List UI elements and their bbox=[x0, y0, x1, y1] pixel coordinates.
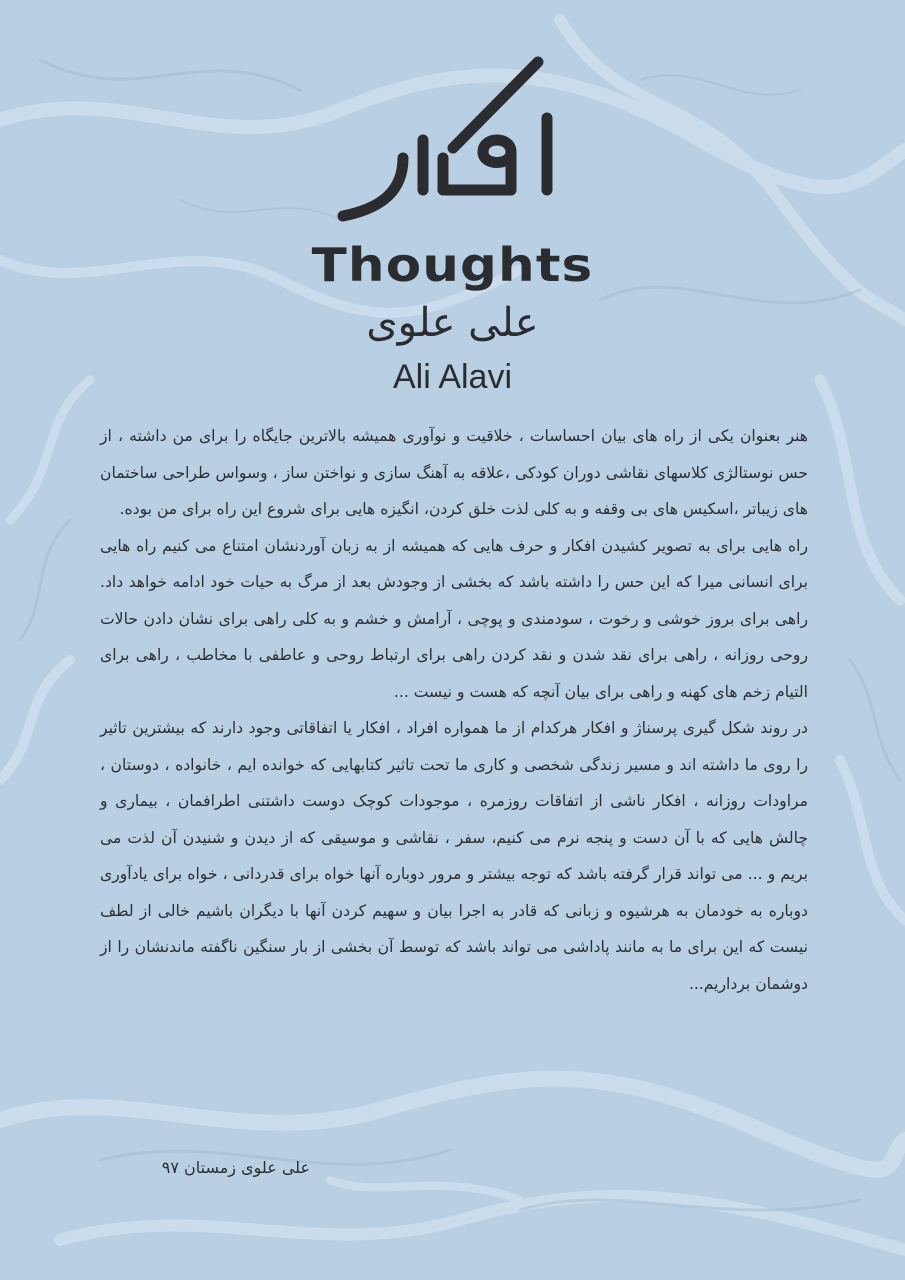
paragraph-1: هنر بعنوان یکی از راه های بیان احساسات ، خلاقیت و نوآوری همیشه بالاترین جایگاه را برای من داشته ، از حس نوستالژی کلاسهای نقاشی دوران کودکی ،علاقه به آهنگ سازی و نواختن ساز ، وسواس طراحی ساختمان های زیباتر ،اسکیس های بی وقفه و به کلی لذت خلق کردن، انگیزه هایی برای شروع این راه برای من بوده. bbox=[100, 427, 808, 518]
author-name-persian: علی علوی bbox=[366, 300, 539, 346]
logo-area bbox=[0, 40, 905, 230]
afkar-logo bbox=[333, 40, 573, 230]
signature: علی علوی زمستان ۹۷ bbox=[161, 1158, 310, 1177]
body-text bbox=[100, 418, 808, 1002]
paragraph-3: در روند شکل گیری پرسناژ و افکار هرکدام از ما همواره افراد ، افکار یا اتفاقاتی وجود دارند که بیشترین تاثیر را روی ما داشته اند و مسیر زندگی شخصی و کاری ما تحت تاثیر کتابهایی که خوانده ایم ، خانواده ، دوستان ، مراودات روزانه ، افکار ناشی از اتفاقات روزمره ، موجودات کوچک دوست داشتنی اطرافمان ، بیماری و چالش هایی که با آن دست و پنجه نرم می کنیم، سفر ، نقاشی و موسیقی که از دیدن و شنیدن آن لذت می بریم و ... می تواند قرار گرفته باشد که توجه بیشتر و مرور دوباره آنها خواه برای قدردانی ، خواه برای یادآوری دوباره به خودمان به هرشیوه و زبانی که قادر به اجرا بیان و سهیم کردن آنها با دیگران باشیم خالی از لطف نیست که این برای ما به مانند پاداشی می تواند باشد که توسط آن بخشی از بار سنگین ناگفته ماندنشان را از دوشمان برداریم... bbox=[100, 719, 808, 993]
paragraph-2: راه هایی برای به تصویر کشیدن افکار و حرف هایی که همیشه از به زبان آوردنشان امتناع می کنیم راه هایی برای انسانی میرا که این حس را داشته باشد که بخشی از وجودش بعد از مرگ به حیات خود ادامه خواهد داد. راهی برای بروز خوشی و رخوت ، سودمندی و پوچی ، آرامش و خشم و به کلی راهی برای نشان دادن حالات روحی روزانه ، راهی برای نقد شدن و نقد کردن راهی برای ارتباط روحی و عاطفی با مخاطب ، راهی برای التیام زخم های کهنه و راهی برای بیان آنچه که هست و نیست ... bbox=[100, 536, 808, 701]
title-english: Thoughts bbox=[311, 238, 594, 292]
author-name-english: Ali Alavi bbox=[392, 358, 513, 396]
